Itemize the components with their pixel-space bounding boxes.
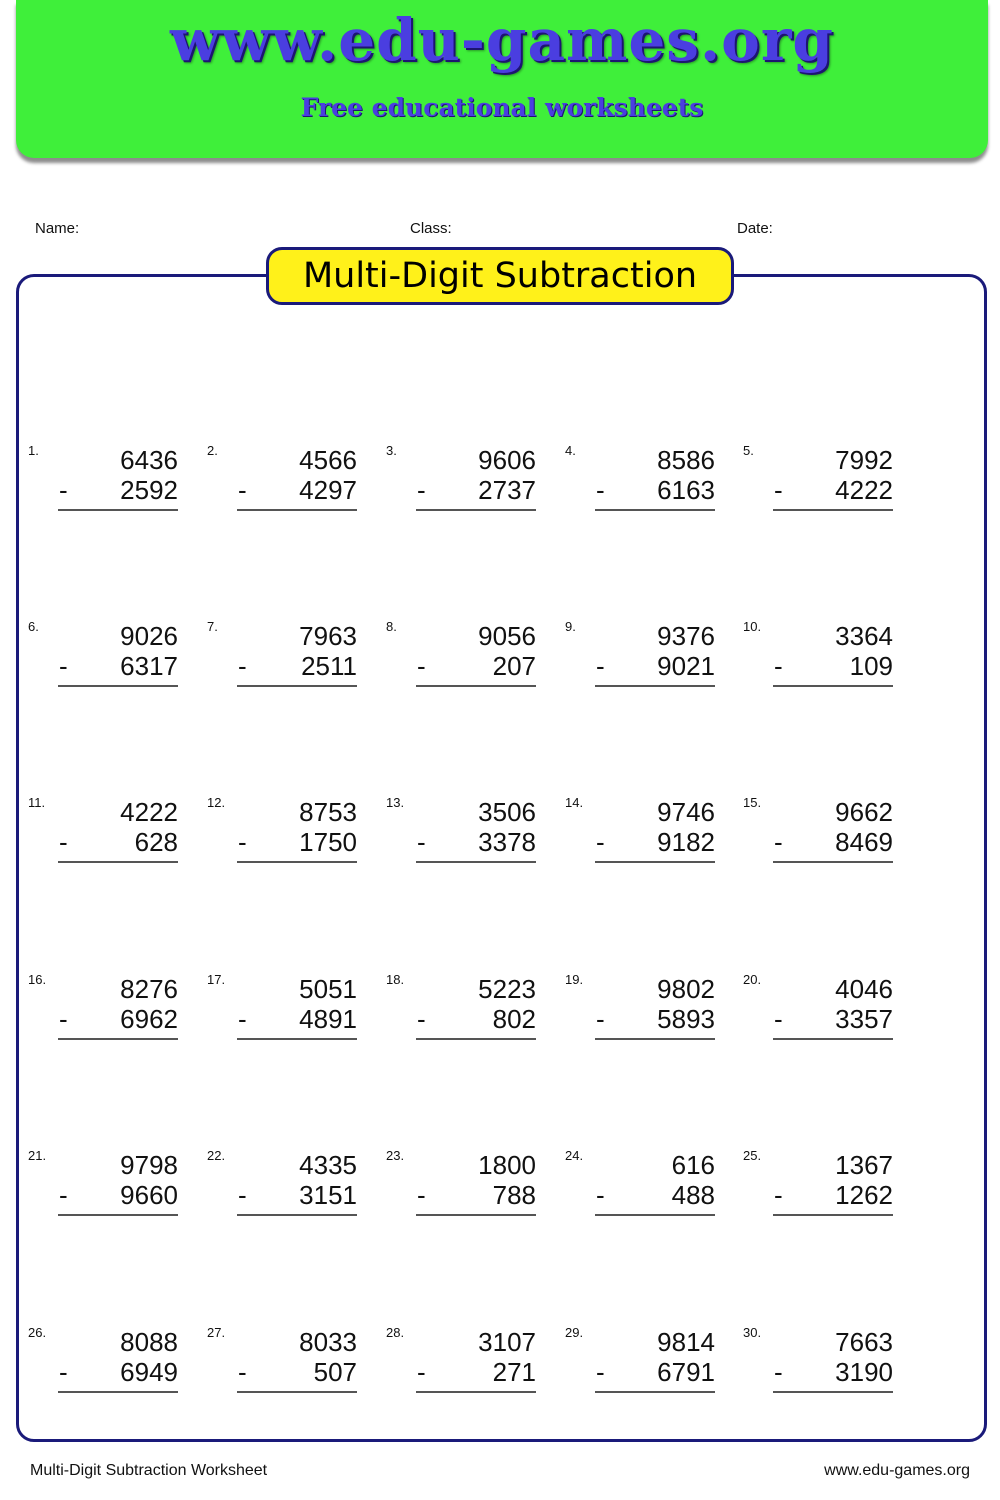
- worksheet-title: Multi-Digit Subtraction: [266, 247, 734, 305]
- minus-sign: -: [774, 651, 783, 681]
- problem-20: [743, 972, 893, 1042]
- subtrahend: 2511: [301, 651, 357, 681]
- problem-13: [386, 795, 536, 865]
- minuend: 8276: [120, 974, 178, 1004]
- subtrahend: 6962: [120, 1004, 178, 1034]
- minuend: 8586: [657, 445, 715, 475]
- minuend: 9802: [657, 974, 715, 1004]
- minus-sign: -: [238, 1357, 247, 1387]
- subtrahend: 628: [134, 827, 178, 857]
- minus-sign: -: [238, 651, 247, 681]
- answer-line: [773, 861, 893, 863]
- minuend: 616: [671, 1150, 715, 1180]
- problem-19: [565, 972, 715, 1042]
- minus-sign: -: [238, 1180, 247, 1210]
- problem-number: 4.: [565, 443, 576, 458]
- answer-line: [237, 1214, 357, 1216]
- minuend: 1367: [835, 1150, 893, 1180]
- minuend: 9056: [478, 621, 536, 651]
- answer-line: [416, 861, 536, 863]
- problem-21: [28, 1148, 178, 1218]
- subtrahend: 6791: [657, 1357, 715, 1387]
- subtrahend: 3378: [478, 827, 536, 857]
- subtrahend: 6949: [120, 1357, 178, 1387]
- site-title: www.edu-games.org: [170, 6, 834, 74]
- answer-line: [237, 1391, 357, 1393]
- minus-sign: -: [59, 475, 68, 505]
- problem-number: 2.: [207, 443, 218, 458]
- minuend: 9376: [657, 621, 715, 651]
- problem-number: 27.: [207, 1325, 226, 1340]
- answer-line: [237, 509, 357, 511]
- subtrahend: 788: [492, 1180, 536, 1210]
- answer-line: [416, 1038, 536, 1040]
- problem-29: [565, 1325, 715, 1395]
- problem-2: [207, 443, 357, 513]
- site-banner: [16, 0, 988, 158]
- minus-sign: -: [59, 1357, 68, 1387]
- problem-number: 18.: [386, 972, 405, 987]
- problem-27: [207, 1325, 357, 1395]
- minus-sign: -: [774, 1004, 783, 1034]
- subtrahend: 3151: [299, 1180, 357, 1210]
- subtrahend: 4891: [299, 1004, 357, 1034]
- answer-line: [58, 1391, 178, 1393]
- minuend: 9662: [835, 797, 893, 827]
- subtrahend: 271: [492, 1357, 536, 1387]
- problem-9: [565, 619, 715, 689]
- footer-right: www.edu-games.org: [824, 1462, 970, 1479]
- minuend: 7992: [835, 445, 893, 475]
- date-label: Date:: [737, 220, 773, 237]
- answer-line: [595, 509, 715, 511]
- answer-line: [58, 861, 178, 863]
- problem-5: [743, 443, 893, 513]
- problem-26: [28, 1325, 178, 1395]
- answer-line: [416, 1214, 536, 1216]
- minus-sign: -: [59, 1004, 68, 1034]
- answer-line: [773, 1391, 893, 1393]
- problem-number: 12.: [207, 795, 226, 810]
- minuend: 8033: [299, 1327, 357, 1357]
- problem-number: 14.: [565, 795, 584, 810]
- problem-28: [386, 1325, 536, 1395]
- answer-line: [595, 1391, 715, 1393]
- minuend: 3364: [835, 621, 893, 651]
- minus-sign: -: [596, 475, 605, 505]
- problem-number: 13.: [386, 795, 405, 810]
- minus-sign: -: [596, 651, 605, 681]
- problem-number: 29.: [565, 1325, 584, 1340]
- minus-sign: -: [417, 1004, 426, 1034]
- problem-25: [743, 1148, 893, 1218]
- subtrahend: 9660: [120, 1180, 178, 1210]
- answer-line: [416, 685, 536, 687]
- problem-24: [565, 1148, 715, 1218]
- minus-sign: -: [417, 827, 426, 857]
- problem-number: 24.: [565, 1148, 584, 1163]
- minus-sign: -: [238, 475, 247, 505]
- minuend: 8088: [120, 1327, 178, 1357]
- problem-number: 30.: [743, 1325, 762, 1340]
- problem-7: [207, 619, 357, 689]
- problem-number: 11.: [28, 795, 46, 810]
- subtrahend: 4222: [835, 475, 893, 505]
- answer-line: [773, 685, 893, 687]
- subtrahend: 802: [492, 1004, 536, 1034]
- minus-sign: -: [596, 827, 605, 857]
- answer-line: [237, 861, 357, 863]
- answer-line: [416, 509, 536, 511]
- answer-line: [58, 1038, 178, 1040]
- problem-14: [565, 795, 715, 865]
- minus-sign: -: [417, 475, 426, 505]
- problem-3: [386, 443, 536, 513]
- problem-6: [28, 619, 178, 689]
- problem-number: 21.: [28, 1148, 47, 1163]
- answer-line: [237, 1038, 357, 1040]
- problem-30: [743, 1325, 893, 1395]
- problem-number: 3.: [386, 443, 397, 458]
- minuend: 3107: [478, 1327, 536, 1357]
- problem-11: [28, 795, 178, 865]
- subtrahend: 109: [849, 651, 893, 681]
- problem-number: 22.: [207, 1148, 226, 1163]
- minuend: 9026: [120, 621, 178, 651]
- problem-number: 23.: [386, 1148, 405, 1163]
- problem-1: [28, 443, 178, 513]
- problem-number: 20.: [743, 972, 762, 987]
- problem-number: 1.: [28, 443, 39, 458]
- subtrahend: 3190: [835, 1357, 893, 1387]
- minuend: 9798: [120, 1150, 178, 1180]
- problem-number: 9.: [565, 619, 576, 634]
- problem-16: [28, 972, 178, 1042]
- minuend: 5051: [299, 974, 357, 1004]
- problem-number: 15.: [743, 795, 762, 810]
- minus-sign: -: [774, 475, 783, 505]
- subtrahend: 9182: [657, 827, 715, 857]
- answer-line: [773, 509, 893, 511]
- problem-17: [207, 972, 357, 1042]
- subtrahend: 8469: [835, 827, 893, 857]
- minuend: 9746: [657, 797, 715, 827]
- subtrahend: 3357: [835, 1004, 893, 1034]
- minuend: 4335: [299, 1150, 357, 1180]
- problem-12: [207, 795, 357, 865]
- problem-number: 25.: [743, 1148, 762, 1163]
- minus-sign: -: [417, 1357, 426, 1387]
- site-subtitle: Free educational worksheets: [300, 93, 704, 122]
- minuend: 9606: [478, 445, 536, 475]
- minus-sign: -: [417, 1180, 426, 1210]
- minuend: 4566: [299, 445, 357, 475]
- answer-line: [773, 1214, 893, 1216]
- subtrahend: 2592: [120, 475, 178, 505]
- answer-line: [416, 1391, 536, 1393]
- minuend: 9814: [657, 1327, 715, 1357]
- answer-line: [595, 685, 715, 687]
- answer-line: [58, 509, 178, 511]
- problem-number: 6.: [28, 619, 39, 634]
- minus-sign: -: [59, 827, 68, 857]
- minus-sign: -: [774, 1180, 783, 1210]
- subtrahend: 6163: [657, 475, 715, 505]
- problem-15: [743, 795, 893, 865]
- footer-left: Multi-Digit Subtraction Worksheet: [30, 1462, 268, 1479]
- problem-18: [386, 972, 536, 1042]
- problem-4: [565, 443, 715, 513]
- answer-line: [58, 685, 178, 687]
- name-label: Name:: [35, 220, 80, 237]
- subtrahend: 2737: [478, 475, 536, 505]
- class-label: Class:: [410, 220, 452, 237]
- minus-sign: -: [774, 1357, 783, 1387]
- minuend: 3506: [478, 797, 536, 827]
- minuend: 6436: [120, 445, 178, 475]
- minuend: 4046: [835, 974, 893, 1004]
- problem-number: 26.: [28, 1325, 47, 1340]
- minus-sign: -: [417, 651, 426, 681]
- answer-line: [58, 1214, 178, 1216]
- minus-sign: -: [59, 1180, 68, 1210]
- problem-23: [386, 1148, 536, 1218]
- problem-number: 19.: [565, 972, 584, 987]
- subtrahend: 9021: [657, 651, 715, 681]
- minus-sign: -: [596, 1357, 605, 1387]
- subtrahend: 6317: [120, 651, 178, 681]
- subtrahend: 4297: [299, 475, 357, 505]
- problem-8: [386, 619, 536, 689]
- subtrahend: 1262: [835, 1180, 893, 1210]
- problem-number: 16.: [28, 972, 47, 987]
- minus-sign: -: [59, 651, 68, 681]
- minuend: 5223: [478, 974, 536, 1004]
- minuend: 1800: [478, 1150, 536, 1180]
- minus-sign: -: [774, 827, 783, 857]
- problem-number: 10.: [743, 619, 762, 634]
- subtrahend: 1750: [299, 827, 357, 857]
- problem-number: 8.: [386, 619, 397, 634]
- answer-line: [595, 1214, 715, 1216]
- problem-number: 5.: [743, 443, 754, 458]
- problem-number: 17.: [207, 972, 226, 987]
- minus-sign: -: [238, 1004, 247, 1034]
- problem-number: 7.: [207, 619, 218, 634]
- answer-line: [773, 1038, 893, 1040]
- minuend: 4222: [120, 797, 178, 827]
- problem-22: [207, 1148, 357, 1218]
- answer-line: [595, 1038, 715, 1040]
- problem-10: [743, 619, 893, 689]
- answer-line: [595, 861, 715, 863]
- minus-sign: -: [596, 1004, 605, 1034]
- minuend: 7663: [835, 1327, 893, 1357]
- minus-sign: -: [596, 1180, 605, 1210]
- subtrahend: 507: [313, 1357, 357, 1387]
- answer-line: [237, 685, 357, 687]
- subtrahend: 5893: [657, 1004, 715, 1034]
- subtrahend: 488: [671, 1180, 715, 1210]
- minuend: 8753: [299, 797, 357, 827]
- minus-sign: -: [238, 827, 247, 857]
- problem-number: 28.: [386, 1325, 405, 1340]
- minuend: 7963: [299, 621, 357, 651]
- subtrahend: 207: [492, 651, 536, 681]
